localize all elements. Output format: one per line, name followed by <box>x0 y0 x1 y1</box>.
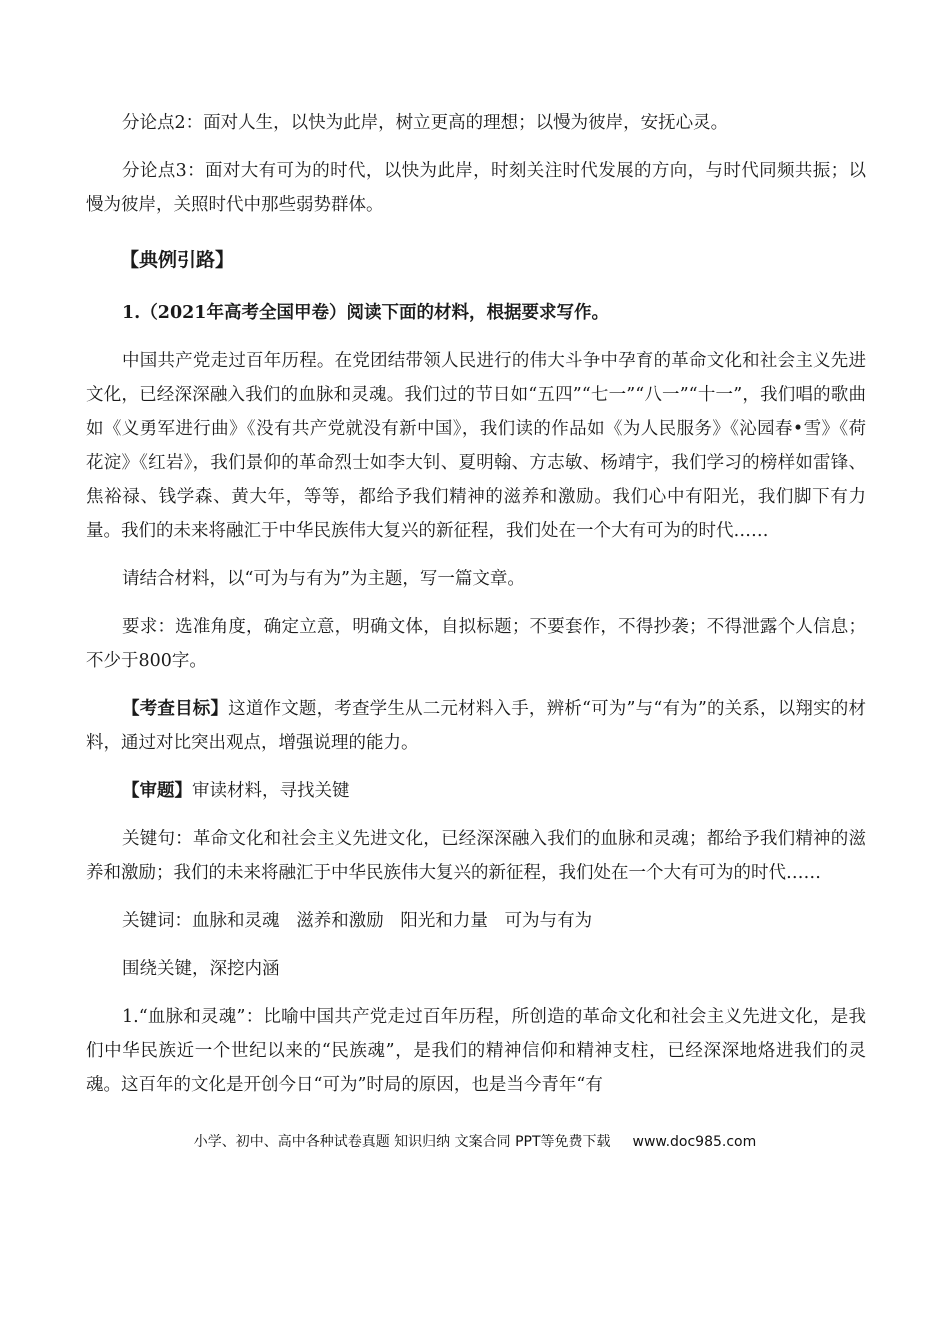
footer-url[interactable]: www.doc985.com <box>632 1134 757 1150</box>
section-heading: 【典例引路】 <box>120 249 235 271</box>
goal-text: 这道作文题，考查学生从二元材料入手，辨析“可为”与“有为”的关系，以翔实的材料，通过对比突出观点，增强说理的能力。 <box>86 699 866 753</box>
sub-argument-2: 分论点2：面对人生，以快为此岸，树立更高的理想；以慢为彼岸，安抚心灵。 <box>122 113 729 133</box>
page-footer <box>0 1131 950 1151</box>
review-tag: 【审题】 <box>122 781 192 801</box>
key-sentences-paragraph: 关键句：革命文化和社会主义先进文化，已经深深融入我们的血脉和灵魂；都给予我们精神的滋养和激励；我们的未来将融汇于中华民族伟大复兴的新征程，我们处在一个大有可为的时代…… <box>86 829 866 883</box>
goal-tag: 【考查目标】 <box>122 699 229 719</box>
review-text: 审读材料，寻找关键 <box>192 781 350 801</box>
document-body <box>86 106 866 1102</box>
footer-text: 小学、初中、高中各种试卷真题 知识归纳 文案合同 PPT等免费下载 <box>193 1134 611 1150</box>
goal-paragraph <box>86 692 866 760</box>
question-title: 1.（2021年高考全国甲卷）阅读下面的材料，根据要求写作。 <box>122 303 609 323</box>
key-word: 血脉和灵魂 <box>192 911 280 931</box>
sub-argument-3: 分论点3：面对大有可为的时代，以快为此岸，时刻关注时代发展的方向，与时代同频共振；以慢为彼岸，关照时代中那些弱势群体。 <box>86 161 866 215</box>
key-word: 滋养和激励 <box>296 911 384 931</box>
instruction-paragraph: 请结合材料，以“可为与有为”为主题，写一篇文章。 <box>122 569 525 589</box>
requirements-paragraph: 要求：选准角度，确定立意，明确文体，自拟标题；不要套作，不得抄袭；不得泄露个人信息；不少于800字。 <box>86 617 866 671</box>
key-words-label: 关键词： <box>122 911 192 931</box>
review-paragraph <box>86 774 866 808</box>
key-words-paragraph <box>86 904 866 938</box>
key-word: 可为与有为 <box>504 911 593 931</box>
key-word: 阳光和力量 <box>400 911 488 931</box>
analysis-paragraph: 1.“血脉和灵魂”：比喻中国共产党走过百年历程，所创造的革命文化和社会主义先进文化，是我们中华民族近一个世纪以来的“民族魂”，是我们的精神信仰和精神支柱，已经深深地烙进我们的灵魂。这百年的文化是开创今日“可为”时局的原因，也是当今青年“有 <box>86 1007 866 1095</box>
material-paragraph: 中国共产党走过百年历程。在党团结带领人民进行的伟大斗争中孕育的革命文化和社会主义先进文化，已经深深融入我们的血脉和灵魂。我们过的节日如“五四”“七一”“八一”“十一”，我们唱的歌曲如《义勇军进行曲》《没有共产党就没有新中国》，我们读的作品如《为人民服务》《沁园春•雪》《荷花淀》《红岩》，我们景仰的革命烈士如李大钊、夏明翰、方志敏、杨靖宇，我们学习的榜样如雷锋、焦裕禄、钱学森、黄大年，等等，都给予我们精神的滋养和激励。我们心中有阳光，我们脚下有力量。我们的未来将融汇于中华民族伟大复兴的新征程，我们处在一个大有可为的时代…… <box>86 351 866 541</box>
around-key-paragraph: 围绕关键，深挖内涵 <box>122 959 280 979</box>
